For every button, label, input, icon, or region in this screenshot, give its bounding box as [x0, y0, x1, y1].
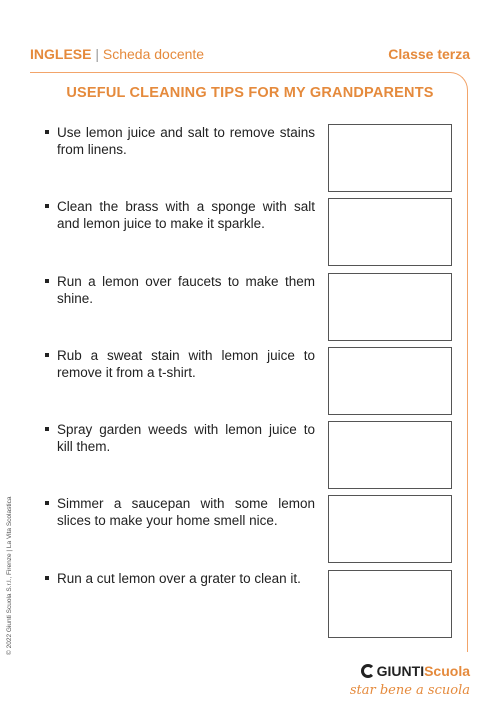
list-item	[45, 124, 315, 158]
brand-name-part2: Scuola	[424, 663, 470, 679]
bullet-icon	[45, 353, 49, 357]
brand-name-part1: GIUNTI	[376, 663, 425, 679]
page-header	[30, 46, 470, 66]
bullet-icon	[45, 427, 49, 431]
header-separator: |	[95, 46, 99, 62]
list-item-text: Run a cut lemon over a grater to clean it.	[57, 571, 301, 586]
answer-box[interactable]	[328, 124, 452, 192]
subject-label	[30, 46, 204, 62]
list-item-text: Clean the brass with a sponge with salt and lemon juice to make it sparkle.	[57, 199, 315, 231]
brand-name	[361, 663, 470, 681]
list-item	[45, 347, 315, 381]
list-item-text: Spray garden weeds with lemon juice to kill them.	[57, 422, 315, 454]
answer-box[interactable]	[328, 347, 452, 415]
bullet-icon	[45, 279, 49, 283]
list-item	[45, 273, 315, 307]
list-item-text: Run a lemon over faucets to make them shine.	[57, 274, 315, 306]
list-item	[45, 421, 315, 455]
list-item	[45, 570, 315, 587]
doc-type-label: Scheda docente	[102, 46, 205, 62]
list-item	[45, 198, 315, 232]
list-item	[45, 495, 315, 529]
bullet-icon	[45, 204, 49, 208]
subject-name: INGLESE	[30, 46, 92, 62]
answer-box[interactable]	[328, 495, 452, 563]
bullet-icon	[45, 130, 49, 134]
bullet-icon	[45, 501, 49, 505]
class-label: Classe terza	[388, 46, 470, 62]
copyright-note: © 2022 Giunti Scuola S.r.l., Firenze | La Vita Scolastica	[6, 496, 13, 655]
list-item-text: Rub a sweat stain with lemon juice to remove it from a t-shirt.	[57, 348, 315, 380]
answer-box[interactable]	[328, 570, 452, 638]
bullet-icon	[45, 576, 49, 580]
list-item-text: Simmer a saucepan with some lemon slices to make your home smell nice.	[57, 496, 315, 528]
brand-tagline: star bene a scuola	[349, 683, 470, 698]
giunti-g-icon	[361, 664, 375, 678]
answer-box[interactable]	[328, 273, 452, 341]
brand-logo	[349, 663, 470, 703]
answer-box[interactable]	[328, 198, 452, 266]
list-item-text: Use lemon juice and salt to remove stains from linens.	[57, 125, 315, 157]
answer-box[interactable]	[328, 421, 452, 489]
page-title: USEFUL CLEANING TIPS FOR MY GRANDPARENTS	[66, 85, 434, 101]
